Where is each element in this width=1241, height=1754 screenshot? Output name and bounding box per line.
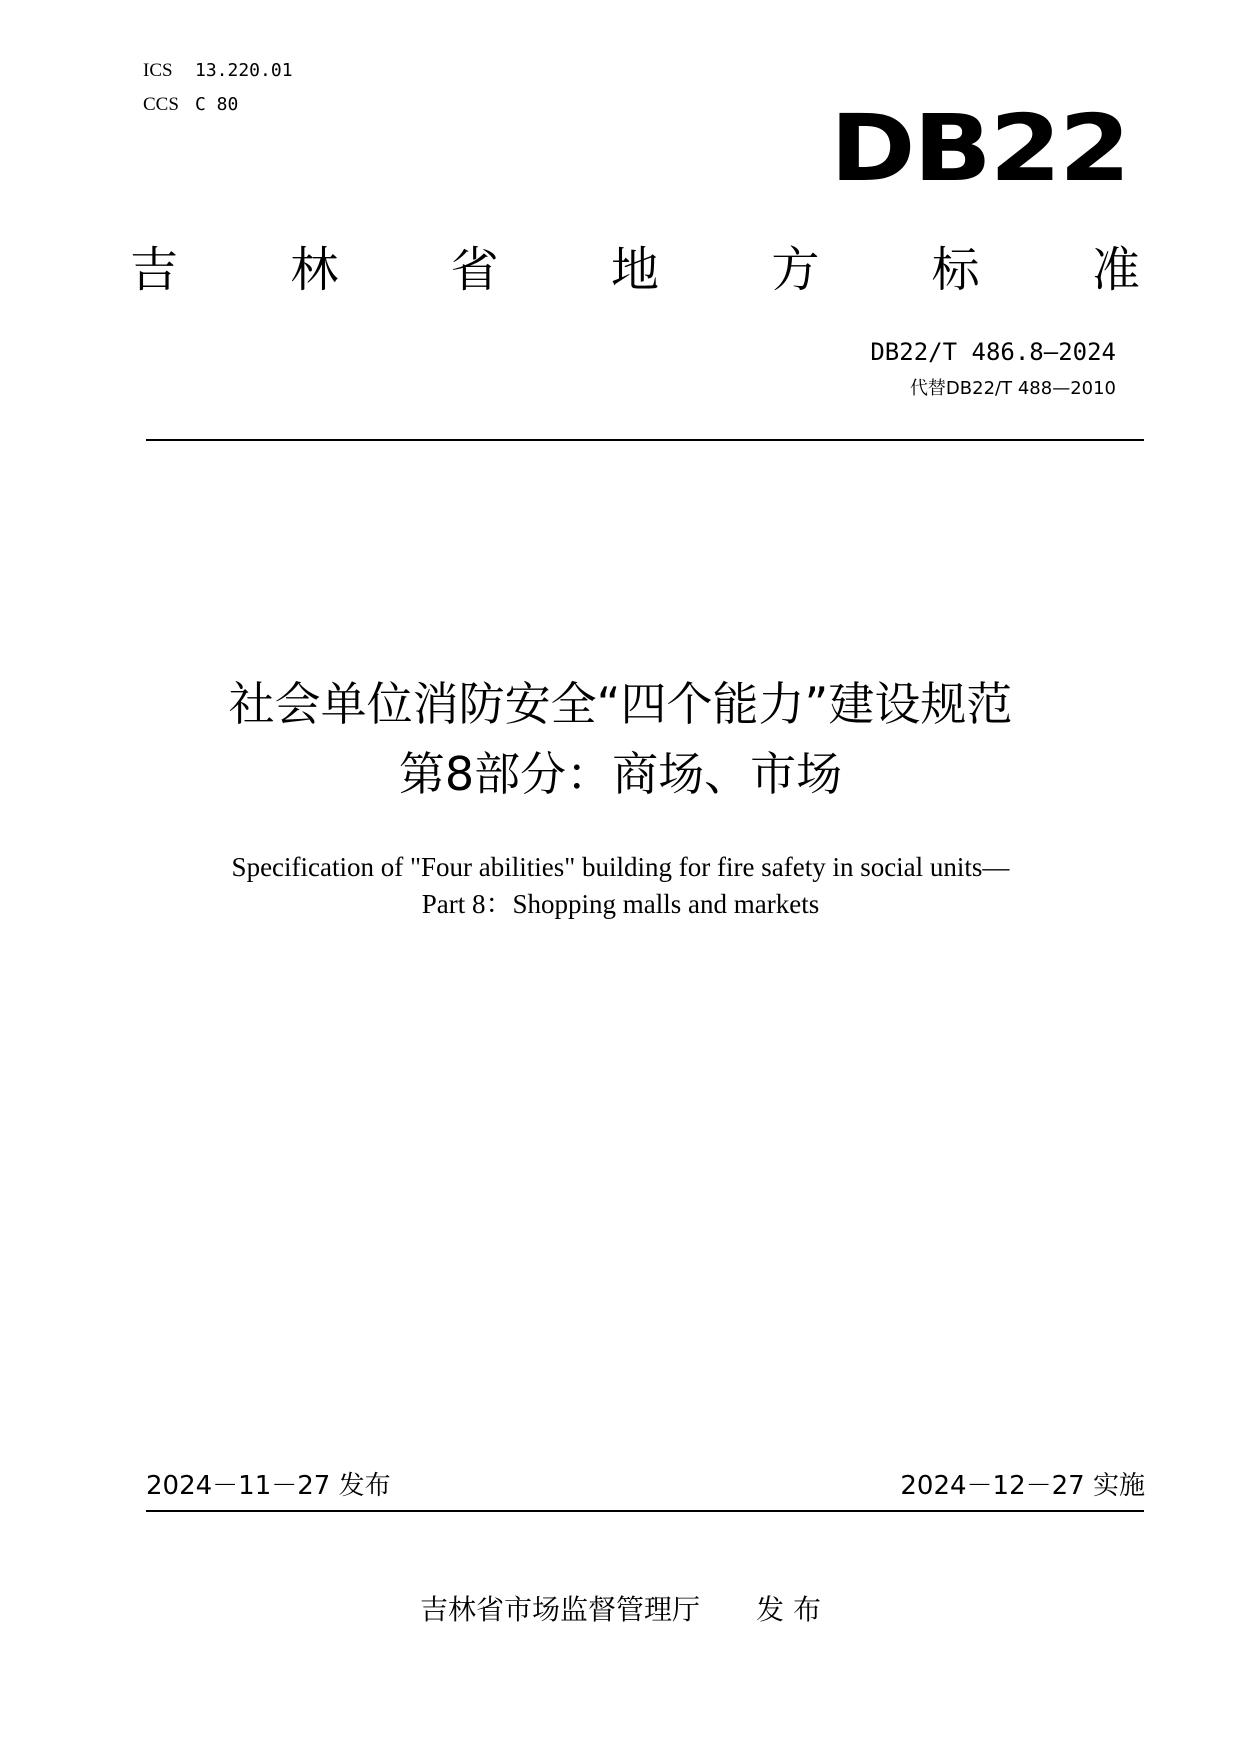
- ccs-label: CCS: [143, 94, 179, 115]
- title-cn-line2: 第8部分：商场、市场: [398, 747, 843, 801]
- publisher-name: 吉林省市场监督管理厅: [420, 1593, 701, 1626]
- ics-value: 13.220.01: [195, 60, 293, 81]
- title-en-line1: Specification of "Four abilities" building for fire safety in social units—: [231, 852, 1010, 882]
- title-cn-line1: 社会单位消防安全“四个能力”建设规范: [228, 677, 1013, 731]
- publisher-line: [0, 1590, 1241, 1630]
- replaces-standard: 代替DB22/T 488—2010: [909, 378, 1116, 399]
- ics-label: ICS: [143, 60, 173, 81]
- ics-code: [143, 58, 293, 83]
- ccs-code: [143, 92, 238, 117]
- category-char: 标: [931, 242, 980, 298]
- db22-logo: DB22: [830, 95, 1129, 202]
- category-char: 方: [771, 242, 820, 298]
- implement-date: 2024－12－27 实施: [900, 1471, 1145, 1501]
- standard-category-title: [130, 235, 1140, 305]
- ccs-value: C 80: [195, 94, 239, 115]
- category-char: 准: [1091, 242, 1140, 298]
- footer-divider: [146, 1510, 1144, 1512]
- publisher-action: 发 布: [756, 1593, 821, 1626]
- category-char: 林: [290, 242, 339, 298]
- category-char: 省: [450, 242, 499, 298]
- title-en-line2: Part 8：Shopping malls and markets: [421, 889, 820, 919]
- category-char: 吉: [130, 242, 179, 298]
- header-divider: [146, 439, 1144, 441]
- category-char: 地: [610, 242, 659, 298]
- issue-date: 2024－11－27 发布: [146, 1471, 391, 1501]
- standard-number: DB22/T 486.8—2024: [870, 338, 1116, 366]
